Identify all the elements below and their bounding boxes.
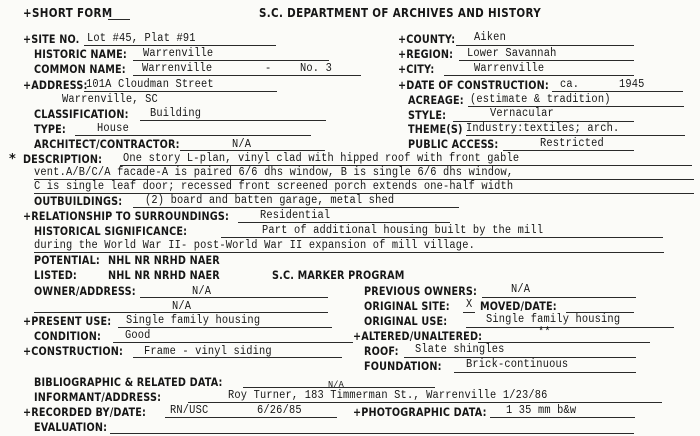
condition-underline (113, 342, 353, 343)
previous-owners-label: PREVIOUS OWNERS: (364, 284, 478, 298)
photographic-value: 1 35 mm b&w (506, 404, 577, 417)
listed-options: NHL NR NRHD NAER (108, 268, 220, 282)
date-of-construction-label: +DATE OF CONSTRUCTION: (398, 78, 549, 92)
original-site-mark: X (466, 298, 473, 311)
description-asterisk: * (9, 152, 16, 167)
acreage-label: ACREAGE: (408, 93, 464, 107)
bibliographic-label: BIBLIOGRAPHIC & RELATED DATA: (34, 375, 223, 389)
short-form-label: +SHORT FORM (23, 6, 113, 20)
relationship-label: +RELATIONSHIP TO SURROUNDINGS: (23, 209, 230, 223)
style-value: Vernacular (490, 107, 554, 120)
common-name-underline (133, 75, 361, 76)
foundation-underline (454, 372, 636, 373)
photographic-underline (490, 417, 635, 418)
short-form-blank (108, 19, 130, 20)
type-value: House (97, 122, 129, 135)
altered-label: +ALTERED/UNALTERED: (353, 329, 483, 343)
historic-name-underline (133, 60, 329, 61)
informant-value: Roy Turner, 183 Timmerman St., Warrenville 1/23/86 (228, 389, 548, 402)
site-no-value: Lot #45, Plat #91 (87, 32, 196, 45)
historic-name-value: Warrenville (143, 47, 214, 60)
original-use-underline (466, 327, 674, 328)
photographic-label: +PHOTOGRAPHIC DATA: (353, 405, 487, 419)
region-value: Lower Savannah (467, 47, 557, 60)
architect-underline (180, 150, 325, 151)
type-label: TYPE: (34, 122, 66, 136)
recorded-by-underline (165, 417, 337, 418)
city-label: +CITY: (398, 62, 435, 76)
listed-label: LISTED: (34, 268, 77, 282)
address-label: +ADDRESS: (23, 78, 88, 92)
outbuildings-underline (133, 207, 459, 208)
original-site-label: ORIGINAL SITE: (364, 299, 450, 313)
public-access-underline (503, 150, 634, 151)
construction-value: Frame - vinyl siding (144, 345, 272, 358)
type-underline (75, 135, 311, 136)
county-label: +COUNTY: (398, 32, 456, 46)
description-label: DESCRIPTION: (23, 152, 103, 166)
common-name-value: Warrenville (142, 62, 213, 75)
owner-address-label: OWNER/ADDRESS: (34, 284, 136, 298)
historical-significance-underline-1 (221, 237, 663, 238)
altered-value: ** (538, 326, 551, 339)
recorded-by-label: +RECORDED BY/DATE: (23, 405, 147, 419)
agency-title: S.C. DEPARTMENT OF ARCHIVES AND HISTORY (259, 6, 542, 20)
site-no-label: +SITE NO. (23, 32, 80, 46)
date-of-construction-year: 1945 (619, 78, 645, 91)
previous-owners-value: N/A (511, 283, 531, 296)
city-underline (444, 75, 634, 76)
foundation-value: Brick-continuous (466, 358, 569, 371)
original-use-value: Single family housing (486, 313, 621, 326)
architect-label: ARCHITECT/CONTRACTOR: (34, 137, 180, 151)
themes-underline (466, 135, 685, 136)
county-underline (456, 45, 634, 46)
common-name-dash: - (265, 62, 272, 75)
themes-value: Industry:textiles; arch. (466, 122, 620, 135)
date-of-construction-underline (552, 91, 683, 92)
address-line2: Warrenville, SC (62, 93, 158, 106)
owner-address-value-2: N/A (172, 300, 192, 313)
themes-label: THEME(S) (408, 122, 463, 136)
evaluation-label: EVALUATION: (34, 420, 108, 434)
description-line3: C is single leaf door; recessed front screened porch extends one-half width (34, 180, 514, 193)
common-name-label: COMMON NAME: (34, 62, 126, 76)
region-underline (459, 60, 634, 61)
potential-label: POTENTIAL: (34, 253, 100, 267)
bibliographic-underline (243, 387, 435, 388)
outbuildings-value: (2) board and batten garage, metal shed (145, 194, 395, 207)
relationship-value: Residential (260, 209, 331, 222)
recorded-by-date: 6/26/85 (257, 404, 302, 417)
historical-significance-line1: Part of additional housing built by the mill (262, 224, 544, 237)
original-use-label: ORIGINAL USE: (364, 314, 448, 328)
construction-underline (133, 357, 342, 358)
foundation-label: FOUNDATION: (364, 359, 442, 373)
city-value: Warrenville (474, 62, 545, 75)
condition-label: CONDITION: (34, 329, 102, 343)
date-of-construction-value: ca. (560, 78, 580, 91)
marker-program: S.C. MARKER PROGRAM (272, 268, 405, 282)
original-site-underline (463, 312, 475, 313)
region-label: +REGION: (398, 47, 454, 61)
owner-address-value-1: N/A (192, 285, 212, 298)
site-no-underline (84, 45, 276, 46)
classification-underline (140, 120, 326, 121)
historic-name-label: HISTORIC NAME: (34, 47, 127, 61)
acreage-value: (estimate & tradition) (470, 93, 611, 106)
recorded-by-value: RN/USC (170, 404, 209, 417)
informant-underline (188, 402, 662, 403)
roof-label: ROOF: (364, 344, 399, 358)
owner-address-underline-1 (140, 297, 328, 298)
outbuildings-label: OUTBUILDINGS: (34, 194, 123, 208)
address-underline (84, 91, 277, 92)
historical-significance-label: HISTORICAL SIGNIFICANCE: (34, 224, 188, 238)
historical-significance-line2: during the World War II- post-World War II expansion of mill village. (34, 239, 475, 252)
informant-label: INFORMANT/ADDRESS: (34, 390, 162, 404)
construction-label: +CONSTRUCTION: (23, 344, 124, 358)
public-access-value: Restricted (540, 137, 604, 150)
description-line1: One story L-plan, vinyl clad with hipped roof with front gable (123, 152, 520, 165)
roof-value: Slate shingles (415, 343, 505, 356)
evaluation-underline (110, 433, 634, 434)
classification-value: Building (150, 107, 202, 120)
potential-options: NHL NR NRHD NAER (108, 253, 220, 267)
county-value: Aiken (474, 31, 506, 44)
owner-address-underline-2 (34, 312, 328, 313)
present-use-label: +PRESENT USE: (23, 314, 112, 328)
common-name-number: No. 3 (300, 62, 332, 75)
moved-date-label: MOVED/DATE: (480, 299, 557, 313)
relationship-underline (238, 222, 450, 223)
present-use-underline (118, 327, 332, 328)
architect-value: N/A (232, 138, 252, 151)
address-line1: 101A Cloudman Street (86, 78, 214, 91)
bibliographic-value: N/A (328, 379, 344, 390)
public-access-label: PUBLIC ACCESS: (408, 137, 499, 151)
classification-label: CLASSIFICATION: (34, 107, 129, 121)
style-label: STYLE: (408, 108, 447, 122)
previous-owners-underline (482, 297, 636, 298)
condition-value: Good (125, 329, 151, 342)
description-line2: vent.A/B/C/A facade-A is paired 6/6 dhs window, B is single 6/6 dhs window, (34, 166, 514, 179)
present-use-value: Single family housing (126, 314, 261, 327)
